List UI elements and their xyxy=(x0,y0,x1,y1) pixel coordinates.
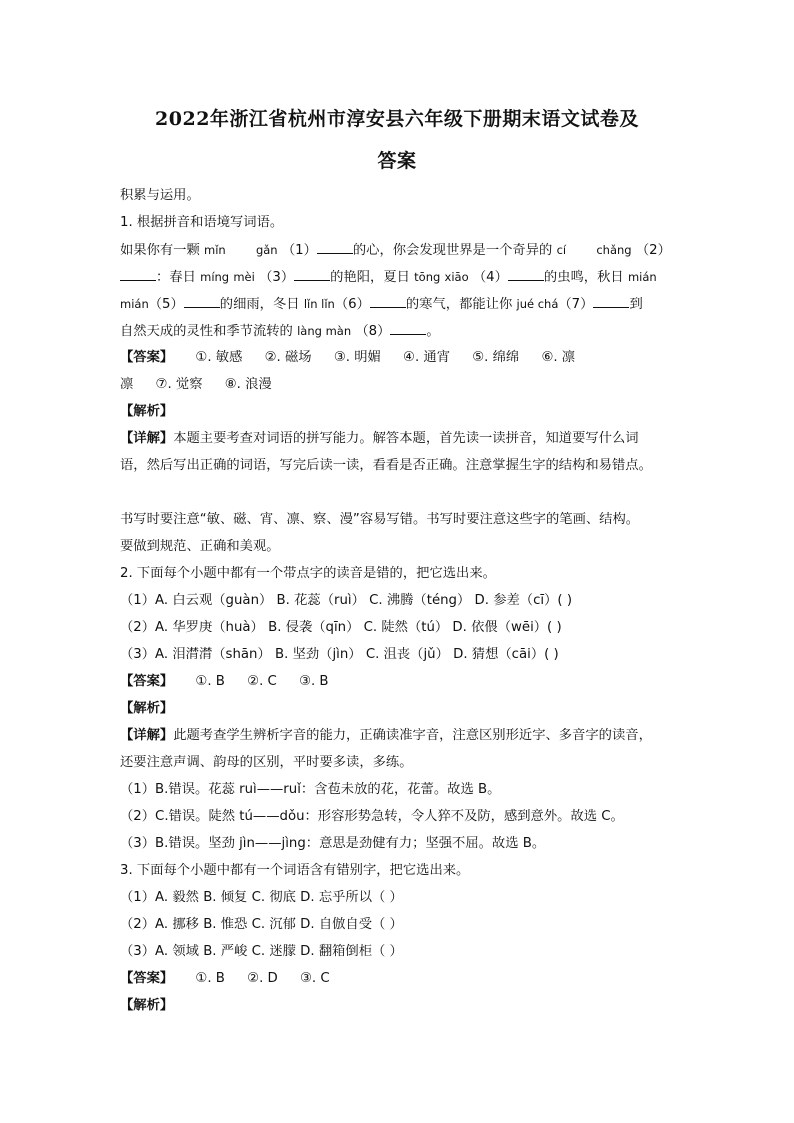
answer-blank xyxy=(508,268,544,281)
q2-answer: 【答案】 ①. B ②. C ③. B xyxy=(120,674,329,689)
q2-stem: 2. 下面每个小题中都有一个带点字的读音是错的，把它选出来。 xyxy=(120,566,496,581)
answer-blank xyxy=(370,295,406,308)
q1-text-line2: ：春日 míng mèi （3） 的艳阳，夏日 tōng xiāo （4） 的虫鸣，秋日 mián xyxy=(120,267,680,288)
answer-blank xyxy=(120,268,156,281)
page-title-line2: 答案 xyxy=(377,150,417,172)
q2-detail-line2: 还要注意声调、韵母的区别，平时要多读，多练。 xyxy=(120,755,413,770)
q3-option-2: （2）A. 挪移 B. 惟恐 C. 沉郁 D. 自倣自受（ ） xyxy=(120,917,403,932)
q1-detail-line1: 【详解】本题主要考查对词语的拼写能力。解答本题，首先读一读拼音，知道要写什么词 xyxy=(120,431,639,446)
q1-text-line3: mián（5） 的细雨，冬日 lǐn lǐn（6） 的寒气，都能让你 jué chá（7） 到 xyxy=(120,297,643,312)
q3-stem: 3. 下面每个小题中都有一个词语含有错别字，把它选出来。 xyxy=(120,863,470,878)
page-title-line1: 2022年浙江省杭州市淳安县六年级下册期末语文试卷及 xyxy=(155,108,639,130)
q2-detail-line1: 【详解】此题考查学生辨析字音的能力，正确读准字音，注意区别形近字、多音字的读音， xyxy=(120,728,652,743)
q1-text-line1: 如果你有一颗 mǐn gǎn （1） 的心，你会发现世界是一个奇异的 cí chǎng （2） xyxy=(120,243,671,258)
q2-explain-3: （3）B.错误。坚劲 jìn——jìng：意思是劲健有力；坚强不屈。故选 B。 xyxy=(120,836,546,851)
answer-blank xyxy=(390,322,426,335)
answer-blank xyxy=(593,295,629,308)
q1-detail-line2: 语，然后写出正确的词语，写完后读一读，看看是否正确。注意掌握生字的结构和易错点。 xyxy=(120,458,652,473)
q2-option-3: （3）A. 泪潸潸（shān） B. 坚劲（jìn） C. 沮丧（jǔ） D. 猜想（cāi）( ) xyxy=(120,647,559,662)
answer-blank xyxy=(184,295,220,308)
answer-blank xyxy=(294,268,330,281)
q1-detail-line4: 要做到规范、正确和美观。 xyxy=(120,539,280,554)
q3-option-1: （1）A. 毅然 B. 倾复 C. 彻底 D. 忘乎所以（ ） xyxy=(120,890,403,905)
q2-analysis-label: 【解析】 xyxy=(120,701,174,716)
q1-stem: 1. 根据拼音和语境写词语。 xyxy=(120,215,284,230)
q1-detail-line3: 书写时要注意“敏、磁、宵、凛、察、漫”容易写错。书写时要注意这些字的笔画、结构。 xyxy=(120,512,640,527)
q1-answer-line2: 凛 ⑦. 觉察 ⑧. 浪漫 xyxy=(120,377,272,392)
q2-option-2: （2）A. 华罗庚（huà） B. 侵袭（qīn） C. 陡然（tú） D. 依偎（wēi）( ) xyxy=(120,620,562,635)
q2-explain-2: （2）C.错误。陡然 tú——dǒu：形容形势急转，令人猝不及防，感到意外。故选 C。 xyxy=(120,809,624,824)
q2-option-1: （1）A. 白云观（guàn） B. 花蕊（ruì） C. 沸腾（téng） D. 参差（cī）( ) xyxy=(120,593,573,608)
q1-text-line4: 自然天成的灵性和季节流转的 làng màn （8） 。 xyxy=(120,324,440,339)
answer-blank xyxy=(317,241,353,254)
q1-answer-line1: 【答案】 ①. 敏感 ②. 磁场 ③. 明媚 ④. 通宵 ⑤. 绵绵 ⑥. 凛 xyxy=(120,350,576,365)
q3-analysis-label: 【解析】 xyxy=(120,998,174,1013)
q2-explain-1: （1）B.错误。花蕊 ruì——ruǐ：含苞未放的花，花蕾。故选 B。 xyxy=(120,782,501,797)
section-heading: 积累与运用。 xyxy=(120,188,200,203)
q3-answer: 【答案】 ①. B ②. D ③. C xyxy=(120,971,330,986)
q1-analysis-label: 【解析】 xyxy=(120,404,174,419)
q3-option-3: （3）A. 领域 B. 严峻 C. 迷朦 D. 翻箱倒柜（ ） xyxy=(120,944,403,959)
